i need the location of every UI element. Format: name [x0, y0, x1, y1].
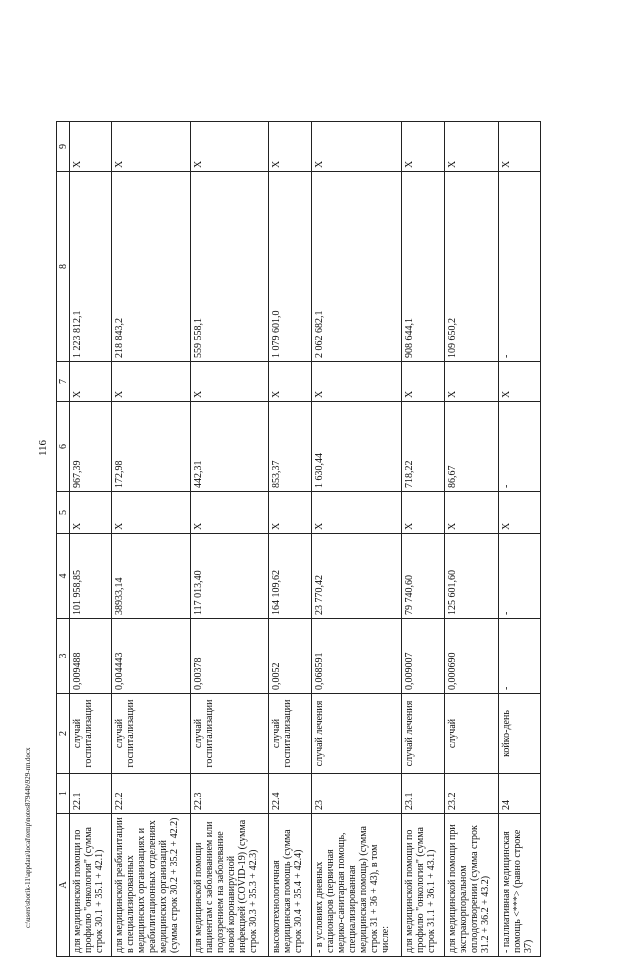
table-row [70, 122, 112, 957]
table-cell: Х [190, 362, 269, 402]
table-cell: Х [190, 122, 269, 172]
table-cell: 22.3 [190, 774, 269, 814]
header-cell: 4 [57, 534, 70, 619]
table-cell: случай госпитализации [190, 694, 269, 774]
table-cell: случай лечения [402, 694, 444, 774]
table-cell: Х [269, 362, 311, 402]
header-cell: 3 [57, 619, 70, 694]
table-cell: Х [311, 362, 402, 402]
table-cell: 1 223 812,1 [70, 172, 112, 362]
table-cell: случай госпитализации [112, 694, 191, 774]
row-label-cell: для медицинской реабилитации в специализированных медицинских организациях и реабилитационных отделениях медицинских организаций (сумма строк 30.2 + 35.2 + 42.2) [112, 814, 191, 957]
table-cell: Х [402, 492, 444, 534]
row-label-cell: для медицинской помощи пациентам с заболеванием или подозрением на заболевание новой коронавирусной инфекцией (COVID-19) (сумма строк 30.3 + 35.3 + 42.3) [190, 814, 269, 957]
row-label-cell: для медицинской помощи по профилю "онкология" (сумма строк 31.1 + 36.1 + 43.1) [402, 814, 444, 957]
table-cell: 23 [311, 774, 402, 814]
table-cell: 23 770,42 [311, 534, 402, 619]
table-cell: 0,004443 [112, 619, 191, 694]
table-cell: Х [112, 362, 191, 402]
table-cell: 0,000690 [444, 619, 498, 694]
table-cell: - [498, 619, 540, 694]
table-cell: 24 [498, 774, 540, 814]
table-cell: Х [402, 362, 444, 402]
row-label-cell: высокотехнологичная медицинская помощь (сумма строк 30.4 + 35.4 + 42.4) [269, 814, 311, 957]
table-cell: 2 062 682,1 [311, 172, 402, 362]
table-cell: - [498, 402, 540, 492]
table-cell: Х [498, 122, 540, 172]
table-row [269, 122, 311, 957]
table-cell: 125 601,60 [444, 534, 498, 619]
header-cell: 7 [57, 362, 70, 402]
header-row [57, 122, 70, 957]
table-cell: 0,0052 [269, 619, 311, 694]
table-row [402, 122, 444, 957]
row-label-cell: - в условиях дневных стационаров (первичная медико-санитарная помощь, специализированная медицинская помощь) (сумма строк 31 + 36 + 43), в том числе: [311, 814, 402, 957]
table-cell: Х [112, 492, 191, 534]
page-number: 116 [37, 439, 49, 457]
table-cell: Х [444, 122, 498, 172]
table-cell: Х [190, 492, 269, 534]
table-body [70, 122, 541, 957]
table-cell: 23.1 [402, 774, 444, 814]
table-cell: Х [70, 492, 112, 534]
table-cell: 22.1 [70, 774, 112, 814]
table-row [311, 122, 402, 957]
header-cell: А [57, 814, 70, 957]
table-cell: 22.2 [112, 774, 191, 814]
header-cell: 6 [57, 402, 70, 492]
table-cell: 38933,14 [112, 534, 191, 619]
table-row [190, 122, 269, 957]
table-cell: койко-день [498, 694, 540, 774]
table-cell: - [498, 534, 540, 619]
table-cell: 718,22 [402, 402, 444, 492]
table-cell: 117 013,40 [190, 534, 269, 619]
table-cell: 0,00378 [190, 619, 269, 694]
table-cell: случай госпитализации [70, 694, 112, 774]
table-cell: 1 079 601,0 [269, 172, 311, 362]
table-cell: 218 843,2 [112, 172, 191, 362]
table-cell: 22.4 [269, 774, 311, 814]
table-row [498, 122, 540, 957]
header-cell: 1 [57, 774, 70, 814]
header-cell: 5 [57, 492, 70, 534]
header-cell: 9 [57, 122, 70, 172]
table-cell: Х [269, 492, 311, 534]
row-label-cell: - паллиативная медицинская помощь <***> (равно строке 37) [498, 814, 540, 957]
table-cell: Х [70, 122, 112, 172]
table-cell: Х [70, 362, 112, 402]
table-cell: Х [311, 122, 402, 172]
row-label-cell: для медицинской помощи по профилю "онкология" (сумма строк 30.1 + 35.1 + 42.1) [70, 814, 112, 957]
table-cell: 101 958,85 [70, 534, 112, 619]
header-cell: 2 [57, 694, 70, 774]
table-cell: Х [498, 492, 540, 534]
table-cell: 172,98 [112, 402, 191, 492]
table-cell: 1 630,44 [311, 402, 402, 492]
table-cell: 0,009488 [70, 619, 112, 694]
table-row [112, 122, 191, 957]
table-cell: Х [269, 122, 311, 172]
table-cell: Х [112, 122, 191, 172]
table-cell: случай госпитализации [269, 694, 311, 774]
table-cell: Х [444, 492, 498, 534]
table-cell: 442,31 [190, 402, 269, 492]
table-cell: случай лечения [311, 694, 402, 774]
table-cell: 23.2 [444, 774, 498, 814]
table-cell: 86,67 [444, 402, 498, 492]
table-cell: 164 109,62 [269, 534, 311, 619]
table-cell: Х [402, 122, 444, 172]
data-table [56, 121, 541, 957]
table-cell: 853,37 [269, 402, 311, 492]
table-cell: 0,009007 [402, 619, 444, 694]
table-cell: случай [444, 694, 498, 774]
table-row [444, 122, 498, 957]
table-cell: 79 740,60 [402, 534, 444, 619]
rotated-table-container [56, 122, 541, 957]
header-cell: 8 [57, 172, 70, 362]
table-cell: - [498, 172, 540, 362]
table-cell: 908 644,1 [402, 172, 444, 362]
table-cell: 109 650,2 [444, 172, 498, 362]
table-cell: 559 558,1 [190, 172, 269, 362]
footer-file-path: c:\users\sborik-11\appdata\local\temp\notes87944b\929-пп.docx [24, 747, 32, 928]
row-label-cell: для медицинской помощи при экстракорпоральном оплодотворении (сумма строк 31.2 + 36.2 + 43.2) [444, 814, 498, 957]
table-cell: Х [311, 492, 402, 534]
table-cell: 0,068591 [311, 619, 402, 694]
table-cell: Х [498, 362, 540, 402]
table-cell: 967,39 [70, 402, 112, 492]
table-cell: Х [444, 362, 498, 402]
